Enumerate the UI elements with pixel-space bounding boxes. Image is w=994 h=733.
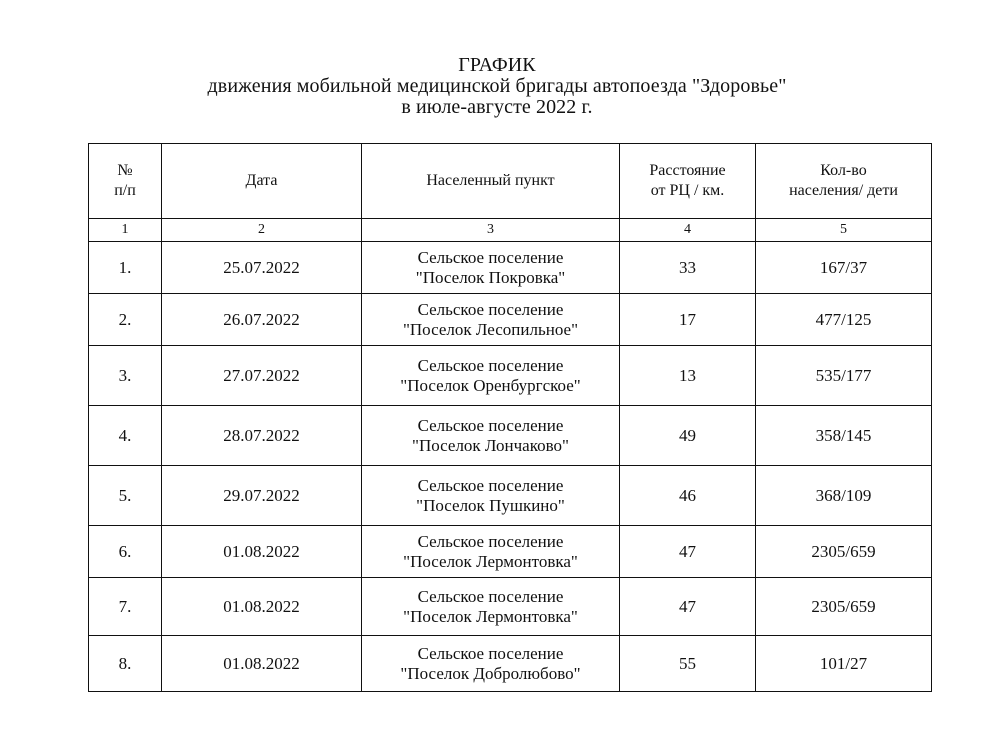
cell-number: 6.: [89, 526, 162, 578]
place-type: Сельское поселение: [417, 415, 564, 435]
place-name: "Поселок Пушкино": [416, 495, 565, 515]
place-name: "Поселок Лермонтовка": [403, 551, 578, 571]
cell-place: [362, 526, 620, 578]
place-type: Сельское поселение: [417, 643, 564, 663]
cell-date: 29.07.2022: [162, 466, 362, 526]
cell-place: [362, 466, 620, 526]
cell-number: 5.: [89, 466, 162, 526]
place-type: Сельское поселение: [417, 247, 564, 267]
header-population-line-2: населения/ дети: [789, 182, 898, 199]
place-name: "Поселок Лесопильное": [402, 319, 579, 339]
cell-population: 477/125: [756, 294, 932, 346]
header-number: [89, 144, 162, 219]
header-distance-line-1: Расстояние: [649, 162, 726, 179]
cell-population: 101/27: [756, 636, 932, 692]
cell-date: 01.08.2022: [162, 526, 362, 578]
cell-place: [362, 636, 620, 692]
place-name: "Поселок Добролюбово": [400, 663, 581, 683]
cell-number: 8.: [89, 636, 162, 692]
header-number-line-1: №: [117, 162, 133, 179]
header-place: [362, 144, 620, 219]
column-number-row: [89, 219, 932, 242]
schedule-table: [88, 143, 932, 692]
cell-population: 2305/659: [756, 526, 932, 578]
cell-place: [362, 406, 620, 466]
cell-number: 2.: [89, 294, 162, 346]
cell-distance: 46: [620, 466, 756, 526]
table-row: [89, 346, 932, 406]
table-body: [89, 219, 932, 692]
header-population: [756, 144, 932, 219]
place-type: Сельское поселение: [417, 299, 564, 319]
place-name: "Поселок Лончаково": [412, 435, 569, 455]
cell-distance: 17: [620, 294, 756, 346]
cell-distance: 47: [620, 526, 756, 578]
cell-date: 26.07.2022: [162, 294, 362, 346]
place-type: Сельское поселение: [417, 531, 564, 551]
cell-number: 4.: [89, 406, 162, 466]
table-row: [89, 636, 932, 692]
cell-place: [362, 578, 620, 636]
cell-date: 28.07.2022: [162, 406, 362, 466]
place-type: Сельское поселение: [417, 475, 564, 495]
cell-distance: 13: [620, 346, 756, 406]
place-type: Сельское поселение: [417, 586, 564, 606]
header-distance-line-2: от РЦ / км.: [650, 182, 725, 199]
cell-date: 27.07.2022: [162, 346, 362, 406]
table-row: [89, 242, 932, 294]
place-name: "Поселок Покровка": [415, 267, 566, 287]
title-line-3: в июле-августе 2022 г.: [401, 96, 593, 118]
cell-population: 167/37: [756, 242, 932, 294]
cell-population: 535/177: [756, 346, 932, 406]
cell-number: 3.: [89, 346, 162, 406]
document-title: [0, 55, 994, 118]
place-type: Сельское поселение: [417, 355, 564, 375]
header-number-line-2: п/п: [114, 182, 136, 199]
cell-population: 358/145: [756, 406, 932, 466]
column-number: 3: [362, 219, 620, 242]
cell-place: [362, 346, 620, 406]
cell-date: 01.08.2022: [162, 636, 362, 692]
cell-number: 7.: [89, 578, 162, 636]
cell-distance: 49: [620, 406, 756, 466]
cell-distance: 33: [620, 242, 756, 294]
cell-population: 2305/659: [756, 578, 932, 636]
column-number: 5: [756, 219, 932, 242]
column-number: 4: [620, 219, 756, 242]
cell-date: 25.07.2022: [162, 242, 362, 294]
cell-number: 1.: [89, 242, 162, 294]
column-number: 1: [89, 219, 162, 242]
title-line-2: движения мобильной медицинской бригады автопоезда "Здоровье": [207, 75, 787, 97]
cell-population: 368/109: [756, 466, 932, 526]
title-line-1: ГРАФИК: [458, 54, 536, 76]
header-date-label: Дата: [245, 172, 278, 189]
header-date: [162, 144, 362, 219]
table-row: [89, 526, 932, 578]
cell-distance: 47: [620, 578, 756, 636]
place-name: "Поселок Лермонтовка": [403, 606, 578, 626]
table-header-row: [89, 144, 932, 219]
column-number: 2: [162, 219, 362, 242]
header-population-line-1: Кол-во: [820, 162, 867, 179]
header-distance: [620, 144, 756, 219]
table-row: [89, 294, 932, 346]
cell-date: 01.08.2022: [162, 578, 362, 636]
cell-place: [362, 242, 620, 294]
table-row: [89, 466, 932, 526]
table-row: [89, 406, 932, 466]
place-name: "Поселок Оренбургское": [400, 375, 581, 395]
cell-distance: 55: [620, 636, 756, 692]
table-row: [89, 578, 932, 636]
header-place-label: Населенный пункт: [426, 172, 555, 189]
cell-place: [362, 294, 620, 346]
